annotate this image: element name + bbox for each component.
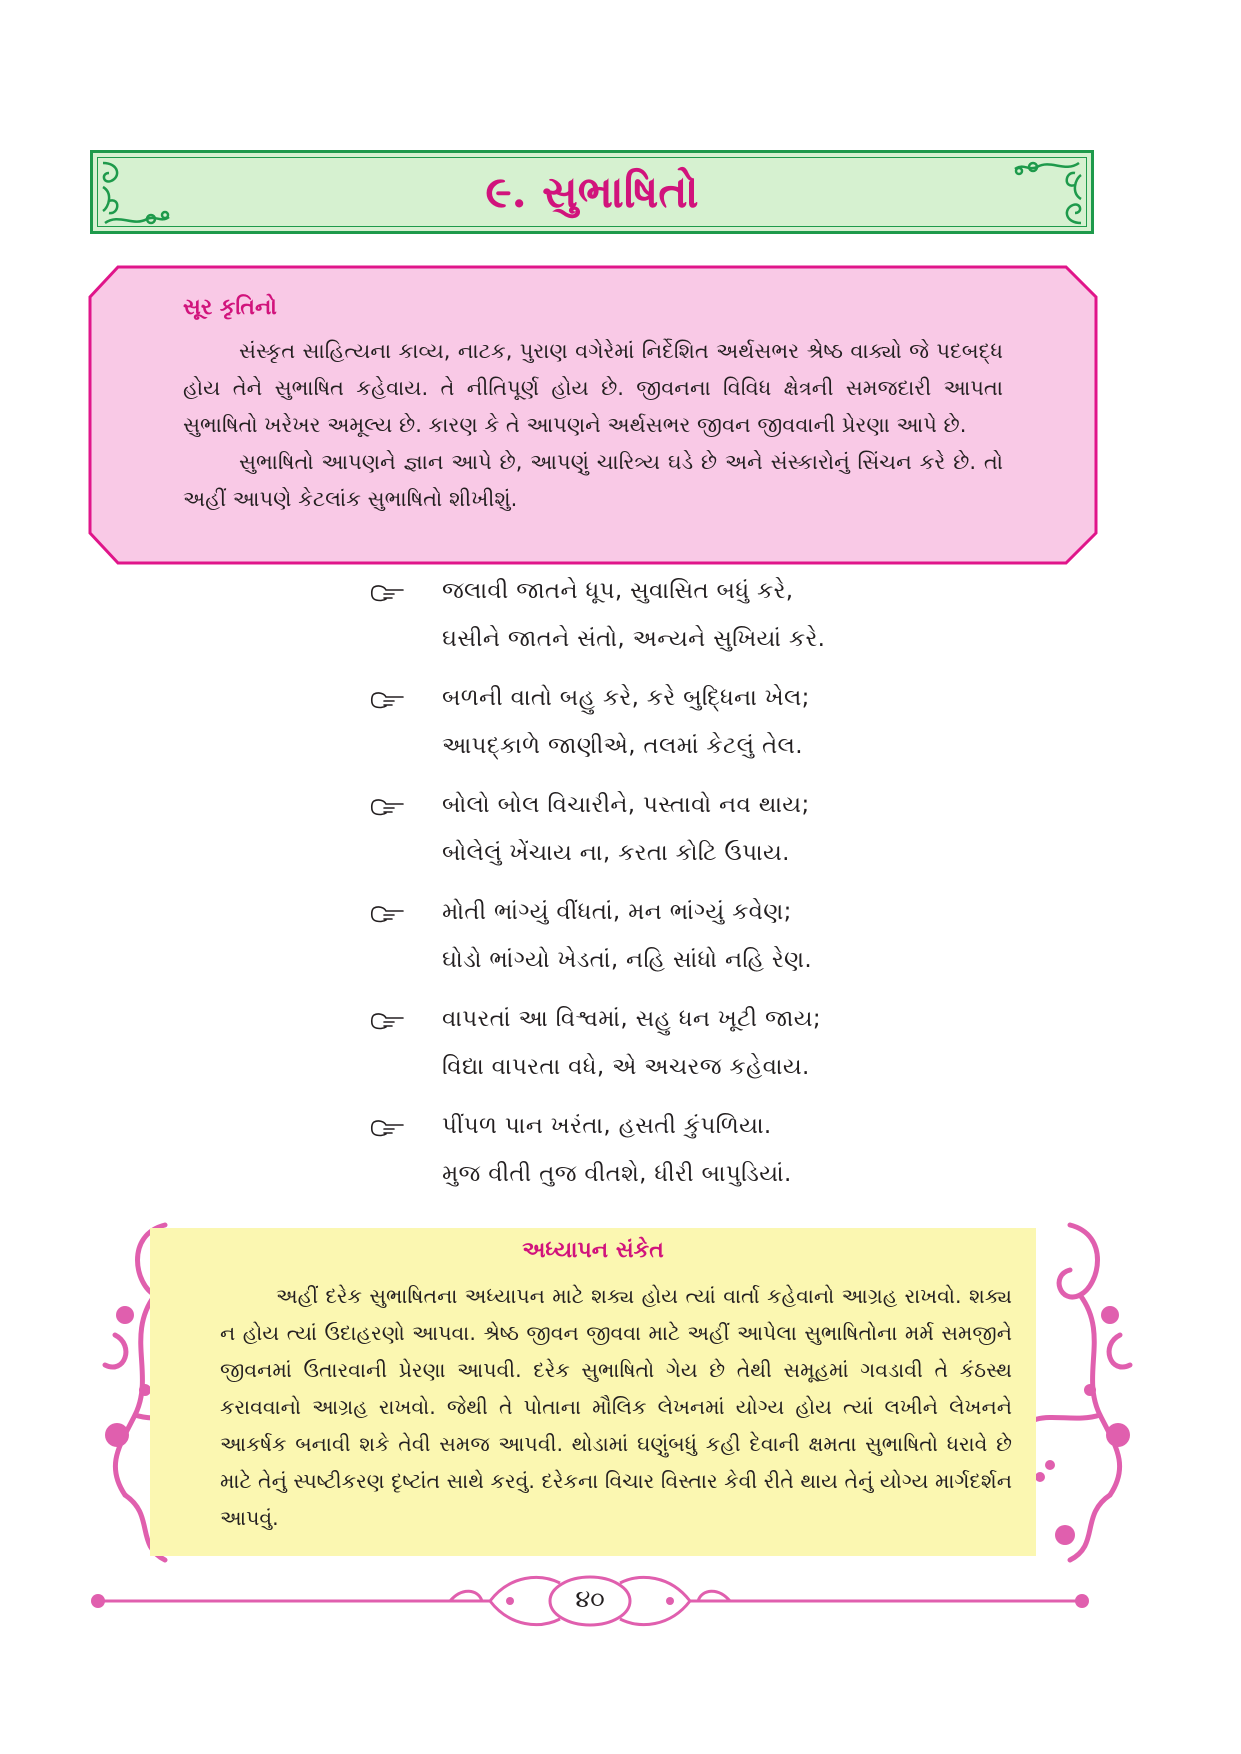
page-number: ૪૦ [575, 1585, 605, 1613]
intro-body [183, 333, 1003, 518]
pointing-hand-icon [370, 1012, 404, 1030]
verse-line: ઘસીને જાતને સંતો, અન્યને સુખિયાં કરે. [442, 626, 826, 652]
verse-line: બોલેલું ખેંચાય ના, કરતા કોટિ ઉપાય. [442, 840, 790, 866]
pointing-hand-icon [370, 798, 404, 816]
intro-paragraph: સુભાષિતો આપણને જ્ઞાન આપે છે, આપણું ચારિત્ર્ય ઘડે છે અને સંસ્કારોનું સિંચન કરે છે. તો અહીં આપણે કેટલાંક સુભાષિતો શીખીશું. [183, 450, 1003, 511]
teaching-note-paragraph: અહીં દરેક સુભાષિતના અધ્યાપન માટે શક્ય હોય ત્યાં વાર્તા કહેવાનો આગ્રહ રાખવો. શક્ય ન હોય ત્યાં ઉદાહરણો આપવા. શ્રેષ્ઠ જીવન જીવવા માટે અહીં આપેલા સુભાષિતોના મર્મ સમજીને જીવનમાં ઉતારવાની પ્રેરણા આપવી. દરેક સુભાષિતો ગેય છે તેથી સમૂહમાં ગવડાવી તે કંઠસ્થ કરાવવાનો આગ્રહ રાખવો. જેથી તે પોતાના મૌલિક લેખનમાં યોગ્ય હોય ત્યાં લખીને લેખનને આકર્ષક બનાવી શકે તેવી સમજ આપવી. થોડામાં ઘણુંબધું કહી દેવાની ક્ષમતા સુભાષિતો ધરાવે છે માટે તેનું સ્પષ્ટીકરણ દૃષ્ટાંત સાથે કરવું. દરેકના વિચાર વિસ્તાર કેવી રીતે થાય તેનું યોગ્ય માર્ગદર્શન આપવું. [220, 1284, 1012, 1530]
verse-line: બોલો બોલ વિચારીને, પસ્તાવો નવ થાય; [442, 792, 810, 818]
verse-item [370, 685, 870, 792]
verse-item [370, 1113, 870, 1220]
verse-item [370, 899, 870, 1006]
teaching-note-box [150, 1228, 1036, 1556]
pointing-hand-icon [370, 691, 404, 709]
verse-line: આપદ્કાળે જાણીએ, તલમાં કેટલું તેલ. [442, 733, 803, 759]
pointing-hand-icon [370, 905, 404, 923]
chapter-title-banner [90, 150, 1094, 234]
verse-item [370, 578, 870, 685]
intro-paragraph: સંસ્કૃત સાહિત્યના કાવ્ય, નાટક, પુરાણ વગેરેમાં નિર્દેશિત અર્થસભર શ્રેષ્ઠ વાક્યો જે પદબદ્ધ હોય તેને સુભાષિત કહેવાય. તે નીતિપૂર્ણ હોય છે. જીવનના વિવિધ ક્ષેત્રની સમજદારી આપતા સુભાષિતો ખરેખર અમૂલ્ય છે. કારણ કે તે આપણને અર્થસભર જીવન જીવવાની પ્રેરણા આપે છે. [183, 339, 1003, 437]
verse-line: મોતી ભાંગ્યું વીંધતાં, મન ભાંગ્યું કવેણ; [442, 899, 792, 925]
pointing-hand-icon [370, 584, 404, 602]
verse-line: ઘોડો ભાંગ્યો ખેડતાં, નહિ સાંધો નહિ રેણ. [442, 947, 813, 973]
verse-line: વિદ્યા વાપરતા વધે, એ અચરજ કહેવાય. [442, 1054, 810, 1080]
page-footer [90, 1565, 1090, 1635]
verse-item [370, 1006, 870, 1113]
verse-item [370, 792, 870, 899]
pointing-hand-icon [370, 1119, 404, 1137]
verse-line: મુજ વીતી તુજ વીતશે, ધીરી બાપુડિયાં. [442, 1161, 792, 1187]
chapter-title: ૯. સુભાષિતો [485, 167, 699, 218]
intro-heading: સૂર કૃતિનો [183, 295, 277, 320]
teaching-note-heading: અધ્યાપન સંકેત [522, 1238, 664, 1263]
verse-line: પીંપળ પાન ખરંતા, હસતી કુંપળિયા. [442, 1113, 772, 1139]
verse-line: વાપરતાં આ વિશ્વમાં, સહુ ધન ખૂટી જાય; [442, 1006, 821, 1032]
teaching-note-body [220, 1278, 1012, 1537]
verse-line: જલાવી જાતને ધૂપ, સુવાસિત બધું કરે, [442, 578, 794, 604]
intro-box [88, 265, 1098, 565]
verses-list [370, 578, 870, 1220]
verse-line: બળની વાતો બહુ કરે, કરે બુદ્ધિના ખેલ; [442, 685, 810, 711]
